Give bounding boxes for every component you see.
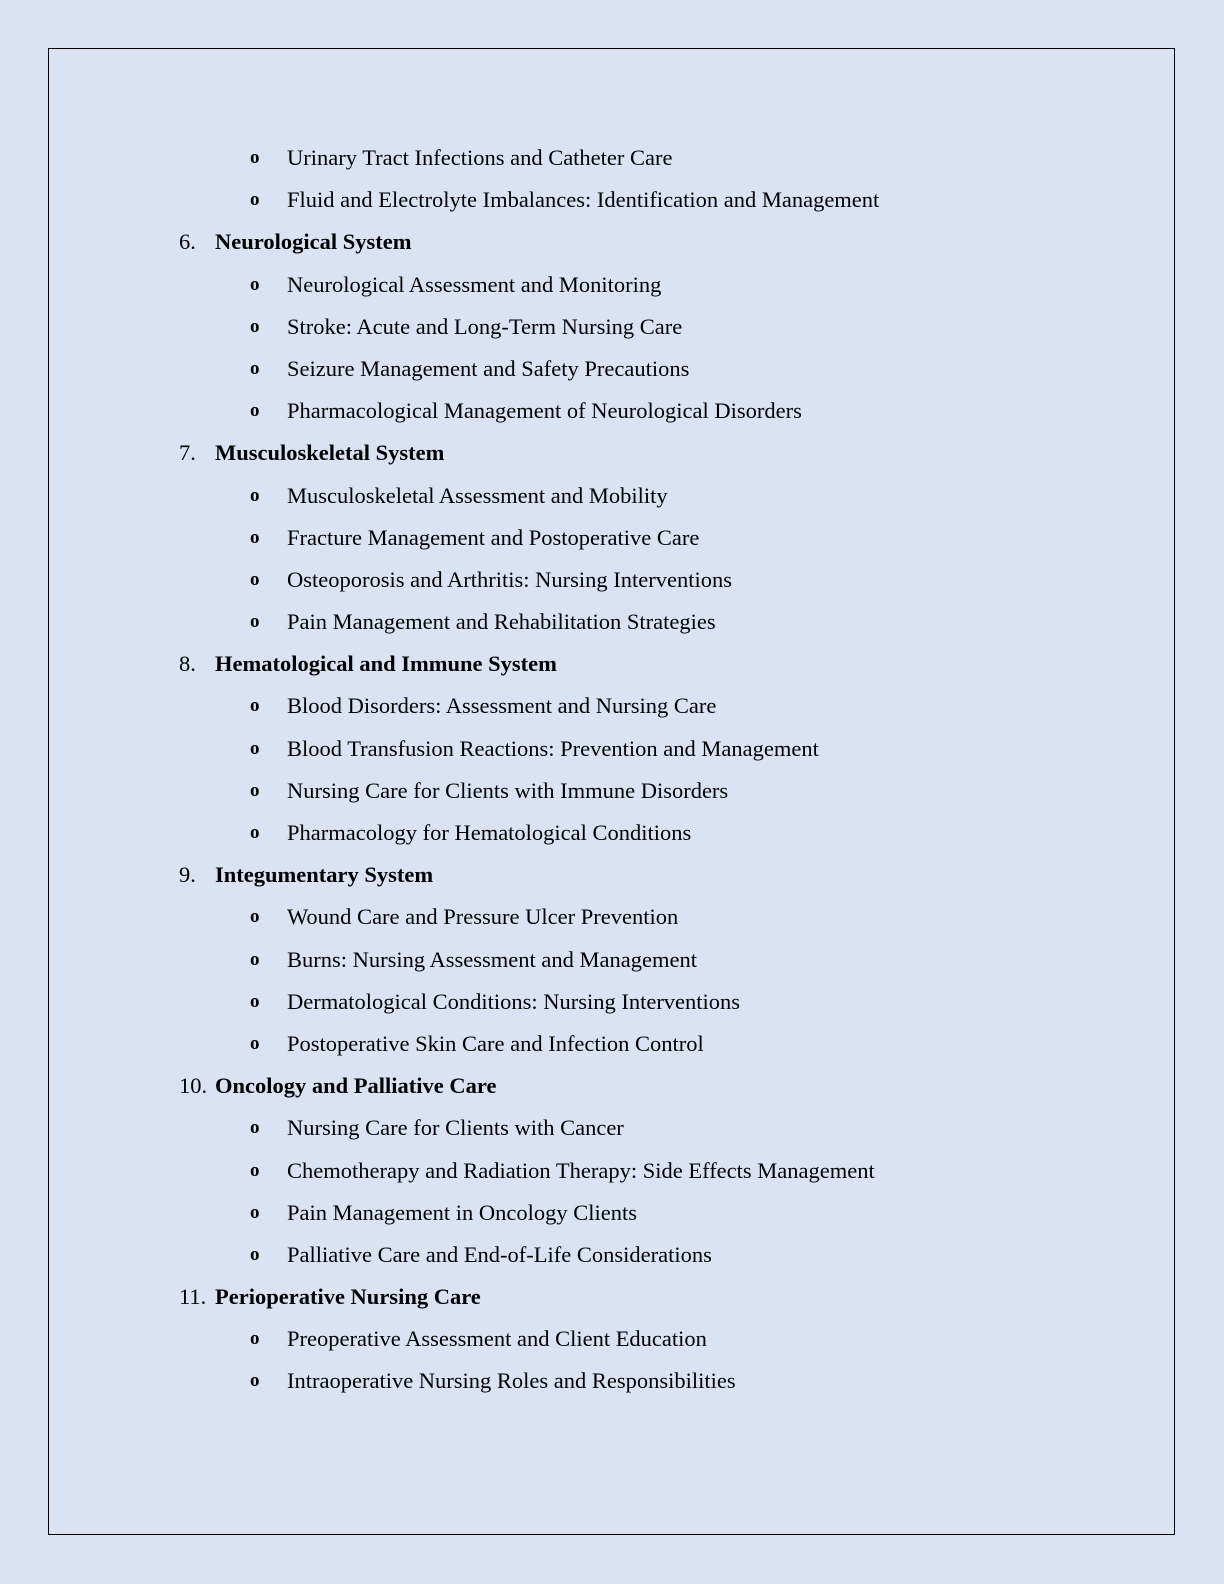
bullet-icon: o — [250, 400, 260, 422]
list-item-text: Intraoperative Nursing Roles and Responsibilities — [287, 1368, 736, 1394]
list-item-text: Postoperative Skin Care and Infection Control — [287, 1030, 704, 1056]
list-item — [0, 601, 1224, 643]
outline-list — [0, 137, 1224, 1403]
list-item — [0, 390, 1224, 432]
list-item-text: Pain Management and Rehabilitation Strategies — [287, 609, 716, 635]
bullet-icon: o — [250, 189, 260, 211]
list-item — [0, 1107, 1224, 1149]
bullet-icon: o — [250, 568, 260, 590]
section-heading — [0, 1276, 1224, 1318]
list-item-text: Chemotherapy and Radiation Therapy: Side Effects Management — [287, 1157, 875, 1183]
section-number: 6. — [179, 229, 196, 255]
list-item-text: Blood Disorders: Assessment and Nursing Care — [287, 693, 717, 719]
section-heading — [0, 854, 1224, 896]
section-number: 8. — [179, 651, 196, 677]
bullet-icon: o — [250, 779, 260, 801]
list-item-text: Seizure Management and Safety Precautions — [287, 355, 690, 381]
list-item-text: Nursing Care for Clients with Cancer — [287, 1115, 624, 1141]
list-item-text: Wound Care and Pressure Ulcer Prevention — [287, 904, 679, 930]
section-title: Oncology and Palliative Care — [215, 1073, 497, 1099]
bullet-icon: o — [250, 484, 260, 506]
section-number: 11. — [179, 1284, 207, 1310]
list-item-text: Palliative Care and End-of-Life Considerations — [287, 1241, 712, 1267]
list-item — [0, 475, 1224, 517]
list-item-text: Pharmacological Management of Neurological Disorders — [287, 398, 802, 424]
list-item — [0, 517, 1224, 559]
list-item-text: Dermatological Conditions: Nursing Interventions — [287, 988, 741, 1014]
bullet-icon: o — [250, 1201, 260, 1223]
list-item — [0, 1234, 1224, 1276]
list-item — [0, 939, 1224, 981]
list-item-text: Pain Management in Oncology Clients — [287, 1199, 637, 1225]
list-item — [0, 137, 1224, 179]
list-item — [0, 306, 1224, 348]
section-title: Perioperative Nursing Care — [215, 1284, 481, 1310]
section-number: 7. — [179, 440, 196, 466]
list-item-text: Fracture Management and Postoperative Care — [287, 524, 700, 550]
list-item-text: Musculoskeletal Assessment and Mobility — [287, 482, 668, 508]
bullet-icon: o — [250, 315, 260, 337]
section-title: Integumentary System — [215, 862, 434, 888]
list-item-text: Urinary Tract Infections and Catheter Care — [287, 145, 673, 170]
list-item — [0, 179, 1224, 221]
list-item — [0, 685, 1224, 727]
list-item — [0, 1023, 1224, 1065]
list-item-text: Preoperative Assessment and Client Education — [287, 1326, 707, 1352]
bullet-icon: o — [250, 1117, 260, 1139]
section-heading — [0, 432, 1224, 474]
section-heading — [0, 221, 1224, 263]
list-item — [0, 559, 1224, 601]
list-item — [0, 770, 1224, 812]
list-item — [0, 1318, 1224, 1360]
bullet-icon: o — [250, 611, 260, 633]
bullet-icon: o — [250, 948, 260, 970]
bullet-icon: o — [250, 1159, 260, 1181]
bullet-icon: o — [250, 906, 260, 928]
bullet-icon: o — [250, 822, 260, 843]
section-title: Musculoskeletal System — [215, 440, 445, 466]
list-item — [0, 728, 1224, 770]
list-item-text: Neurological Assessment and Monitoring — [287, 271, 662, 297]
list-item — [0, 981, 1224, 1023]
list-item — [0, 264, 1224, 306]
list-item — [0, 1360, 1224, 1402]
list-item-text: Osteoporosis and Arthritis: Nursing Interventions — [287, 566, 732, 592]
section-title: Neurological System — [215, 229, 412, 255]
list-item-text: Nursing Care for Clients with Immune Disorders — [287, 777, 729, 803]
section-title: Hematological and Immune System — [215, 651, 557, 677]
bullet-icon: o — [250, 990, 260, 1012]
list-item — [0, 1150, 1224, 1192]
list-item — [0, 812, 1224, 854]
list-item-text: Pharmacology for Hematological Conditions — [287, 820, 692, 845]
list-item-text: Fluid and Electrolyte Imbalances: Identification and Management — [287, 187, 880, 213]
bullet-icon: o — [250, 273, 260, 295]
section-number: 9. — [179, 862, 196, 888]
list-item — [0, 1192, 1224, 1234]
section-heading — [0, 643, 1224, 685]
bullet-icon: o — [250, 1370, 260, 1392]
section-number: 10. — [179, 1073, 208, 1099]
list-item-text: Burns: Nursing Assessment and Management — [287, 946, 697, 972]
bullet-icon: o — [250, 1243, 260, 1265]
list-item — [0, 348, 1224, 390]
bullet-icon: o — [250, 695, 260, 717]
bullet-icon: o — [250, 1328, 260, 1350]
bullet-icon: o — [250, 357, 260, 379]
section-heading — [0, 1065, 1224, 1107]
bullet-icon: o — [250, 1032, 260, 1054]
list-item-text: Blood Transfusion Reactions: Prevention and Management — [287, 735, 819, 761]
bullet-icon: o — [250, 526, 260, 548]
bullet-icon: o — [250, 737, 260, 759]
bullet-icon: o — [250, 147, 260, 168]
list-item-text: Stroke: Acute and Long-Term Nursing Care — [287, 313, 683, 339]
list-item — [0, 896, 1224, 938]
